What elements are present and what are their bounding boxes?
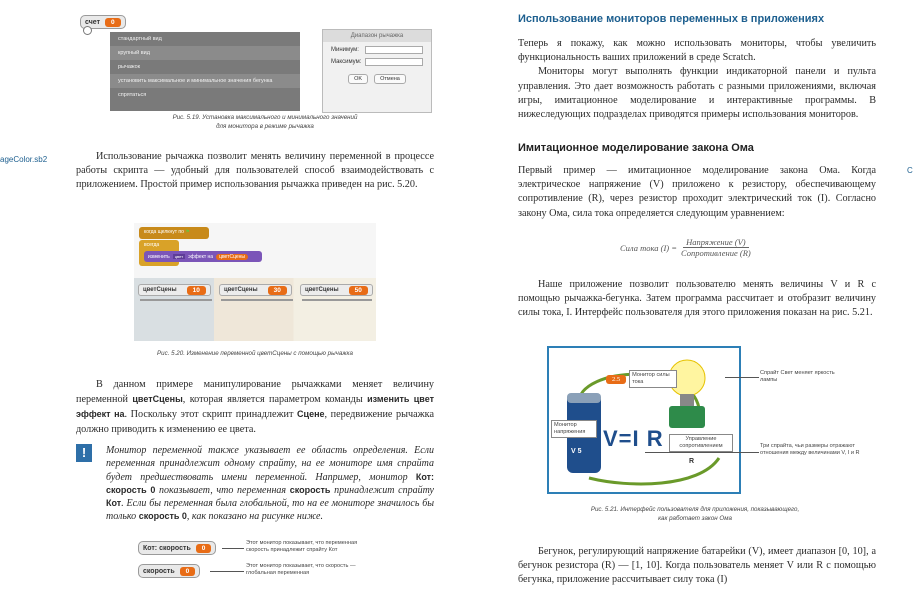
formula-numerator: Напряжение (V) [683, 237, 749, 248]
paragraph [518, 545, 876, 588]
slider-knob[interactable] [83, 26, 92, 35]
text-run: , передвижение рычажка должно приводить к изменению ее цвета. [76, 409, 434, 435]
max-label: Максимум: [331, 59, 362, 65]
ohm-formula-display: V=I R [603, 426, 664, 451]
max-input[interactable] [365, 58, 423, 66]
stage-monitor[interactable] [300, 284, 373, 296]
code-term: изменить цвет эффект на [76, 394, 434, 420]
annotation: Этот монитор показывает, что переменная скорость принадлежит спрайту Кот [246, 540, 358, 554]
menu-item-large[interactable]: крупный вид [110, 46, 300, 60]
note-icon [76, 444, 92, 462]
global-monitor[interactable] [138, 564, 200, 578]
monitor-label: цветСцены [305, 287, 339, 293]
figure-5-21 [547, 346, 741, 494]
context-menu [110, 32, 300, 111]
annotation: Три спрайта, чьи размеры отражают отношения между величинами V, I и R [760, 443, 860, 457]
monitor-value: 0 [180, 567, 196, 576]
min-label: Минимум: [331, 47, 359, 53]
margin-filename: ageColor.sb2 [0, 155, 48, 164]
text-run: . Поскольку этот скрипт принадлежит [124, 409, 298, 421]
resistance-control[interactable]: Управление сопротивлением [669, 434, 733, 452]
caption-line: Рис. 5.19. Установка максимального и минимального значений [172, 114, 358, 121]
paragraph-text: Бегунок, регулирующий напряжение батарейки (V), имеет диапазон [0, 10], а бегунок резистора (R) — [1, 10]. Когда пользователь меняет V или R с помощью бегунка, приложение рассчитывает силу тока (I) [518, 546, 876, 586]
left-page [0, 0, 455, 591]
flag-icon: ⚑ [185, 229, 190, 235]
paragraph-text: Наше приложение позволит пользователю менять величины V и R с помощью рычажка-бегунка. Затем программа рассчитает и отобразит величину силы тока, I. Интерфейс пользователя для этого приложения показан на рис. 5.21. [518, 279, 876, 319]
stage-monitor[interactable] [138, 284, 211, 296]
block-dropdown[interactable]: цвет [174, 254, 184, 259]
monitor-label: Кот: скорость [143, 544, 191, 552]
current-monitor[interactable] [606, 370, 677, 388]
menu-item-standard[interactable]: стандартный вид [118, 36, 162, 42]
caption-line: как работает закон Ома [658, 514, 732, 522]
paragraph-text: Первый пример — имитационное моделирование закона Ома. Когда электрическое напряжение (V) приложено к резистору, обеспечивающему сопротивление (R), через резистор проходит электрический ток (I). Согласно закону Ома, сила тока определяется следующим уравнением: [518, 165, 876, 219]
paragraph-text: Мониторы могут выполнять функции индикаторной панели и пульта управления. Это дает возможность работать с разными приложениями, включая игры, имитационное моделирование и интерактивные программы. В нижеследующих подразделах приводятся примеры использования мониторов. [518, 66, 876, 121]
monitor-value: 0 [105, 18, 121, 27]
subsection-heading: Имитационное моделирование закона Ома [518, 142, 754, 154]
code-term: Кот: скорость 0 [106, 471, 434, 495]
leader-line [725, 377, 759, 378]
code-term: Сцене [297, 409, 325, 420]
voltage-monitor: Монитор напряжения [551, 420, 597, 438]
figure-5-20 [134, 223, 376, 341]
min-input[interactable] [365, 46, 423, 54]
note-box [106, 444, 434, 524]
slider-track[interactable] [221, 299, 293, 301]
leader-line [210, 571, 244, 572]
paragraph [76, 378, 434, 437]
right-page [455, 0, 915, 591]
leader-line [645, 452, 759, 453]
voltage-value[interactable]: V 5 [571, 448, 582, 455]
stage-monitor[interactable] [219, 284, 292, 296]
text-run: показывает, что переменная [155, 484, 290, 496]
section-heading: Использование мониторов переменных в приложениях [518, 13, 825, 25]
text-run: , как показано на рисунке ниже. [186, 511, 323, 523]
slider-track[interactable] [302, 299, 372, 301]
code-term: скорость 0 [138, 511, 187, 522]
text-run: . Если бы переменная была глобальной, то на ее мониторе значилось бы только [106, 498, 434, 523]
paragraph-text [76, 378, 434, 437]
scoped-monitor[interactable] [138, 541, 216, 555]
margin-mark: C [907, 166, 913, 175]
monitor-value: 50 [349, 286, 368, 295]
paragraph [518, 37, 876, 122]
menu-item-hide[interactable]: спрятаться [118, 92, 147, 98]
text-run: , которая является параметром команды [182, 394, 368, 406]
monitor-value: 2.5 [606, 375, 626, 384]
figure-5-19 [80, 12, 440, 122]
caption-line: для монитора в режиме рычажка [216, 122, 314, 130]
slider-range-dialog [322, 29, 432, 113]
monitor-label: цветСцены [143, 287, 177, 293]
monitor-value: 10 [187, 286, 206, 295]
cancel-button[interactable]: Отмена [374, 74, 406, 84]
caption-line: Рис. 5.21. Интерфейс пользователя для приложения, показывающего, [590, 506, 800, 513]
block-text: всегда [144, 242, 160, 248]
paragraph-text: Использование рычажка позволит менять величину переменной в процессе работы скрипта — удобный для пользователей способ взаимодействовать с приложением. Простой пример использования рычажка приведен на рис. 5.20. [76, 151, 434, 191]
monitor-value: 0 [196, 544, 212, 553]
block-text: когда щелкнут по [144, 229, 184, 235]
dialog-title: Диапазон рычажка [323, 30, 431, 42]
leader-line [222, 548, 244, 549]
ok-button[interactable]: OK [348, 74, 368, 84]
paragraph [518, 164, 876, 221]
monitor-label: скорость [143, 567, 175, 575]
monitor-label: счет [85, 18, 101, 26]
paragraph [518, 278, 876, 321]
caption-5-20: Рис. 5.20. Изменение переменной цветСцены с помощью рычажка [157, 350, 353, 357]
caption-5-21 [525, 506, 865, 523]
resistor-base [669, 406, 705, 428]
code-term: скорость [289, 484, 331, 495]
block-text: изменить [148, 253, 170, 260]
set-effect-block[interactable] [144, 251, 262, 262]
code-term: цветСцены [132, 394, 183, 405]
annotation: Спрайт Свет меняет яркость лампы [760, 370, 835, 384]
note-icon-glyph: ! [81, 445, 87, 460]
fraction [681, 237, 751, 258]
resistance-value: R [689, 458, 695, 465]
menu-item-set-range[interactable]: установить максимальное и минимальное значения бегунка [110, 74, 300, 88]
caption-5-19 [100, 114, 430, 131]
block-text: эффект на [188, 253, 214, 260]
text-run: Монитор переменной также указывает ее область определения. Если переменная принадлежит одному спрайту, на ее мониторе имя спрайта будет предшествовать имени переменной. Например, монитор [106, 445, 434, 483]
variable-reporter[interactable]: цветСцены [216, 254, 248, 260]
monitor-value: 30 [268, 286, 287, 295]
text-run: В данном примере манипулирование рычажками меняет величину переменной [76, 379, 434, 406]
ohm-formula [620, 237, 751, 258]
formula-denominator: Сопротивление (R) [681, 248, 751, 258]
monitor-label: Монитор силы тока [629, 370, 677, 388]
formula-lhs: Сила тока (I) = [620, 242, 677, 253]
text-run: принадлежит спрайту [330, 484, 434, 496]
paragraph [76, 150, 434, 193]
slider-track[interactable] [140, 299, 212, 301]
hat-block[interactable] [139, 227, 209, 239]
paragraph-text: Теперь я покажу, как можно использовать мониторы, чтобы увеличить функциональность ваших приложений в среде Scratch. [518, 38, 876, 64]
monitor-label: цветСцены [224, 287, 258, 293]
annotation: Этот монитор показывает, что скорость — глобальная переменная [246, 563, 356, 577]
menu-item-slider[interactable]: рычажок [118, 64, 141, 70]
code-term: Кот [106, 498, 122, 509]
